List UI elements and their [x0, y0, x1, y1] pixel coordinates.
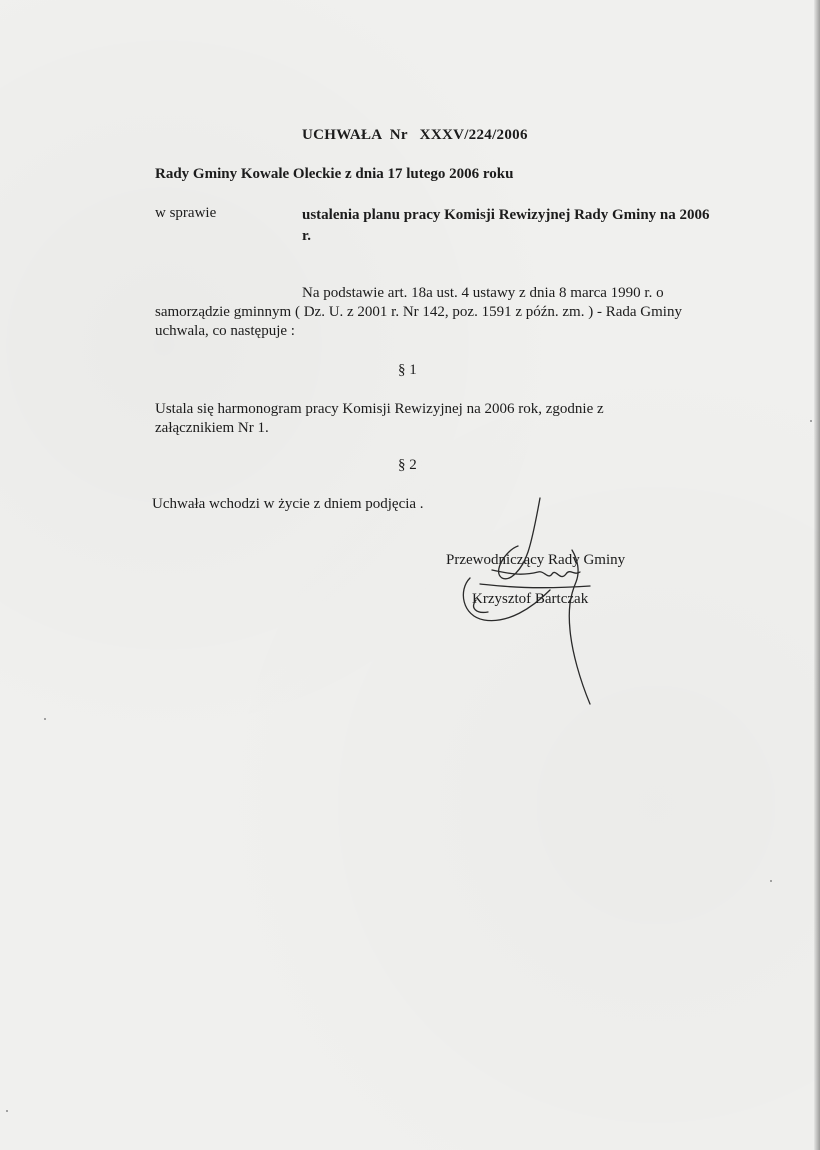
scan-speck [810, 420, 812, 422]
handwritten-signature [440, 490, 620, 710]
scan-speck [770, 880, 772, 882]
signatory-name: Krzysztof Bartczak [472, 591, 589, 607]
section-1-mark: § 1 [398, 362, 417, 378]
resolution-subtitle: Rady Gminy Kowale Oleckie z dnia 17 lutego 2006 roku [155, 166, 514, 182]
section-2-mark: § 2 [398, 457, 417, 473]
section-2-text: Uchwała wchodzi w życie z dniem podjęcia . [152, 496, 424, 512]
scan-speck [44, 718, 46, 720]
section-1-text: Ustala się harmonogram pracy Komisji Rewizyjnej na 2006 rok, zgodnie z załącznikiem Nr 1. [155, 401, 604, 436]
scan-speck [6, 1110, 8, 1112]
legal-basis-paragraph: Na podstawie art. 18a ust. 4 ustawy z dnia 8 marca 1990 r. o samorządzie gminnym ( Dz. U. z 2001 r. Nr 142, poz. 1591 z późn. zm. ) - Rada Gminy uchwala, co następuje : [155, 285, 682, 339]
signatory-role: Przewodniczący Rady Gminy [446, 552, 626, 568]
resolution-subject: ustalenia planu pracy Komisji Rewizyjnej Rady Gminy na 2006 r. [302, 207, 710, 244]
scan-edge-shadow [814, 0, 820, 1150]
w-sprawie-label: w sprawie [155, 205, 217, 221]
resolution-title: UCHWAŁA Nr XXXV/224/2006 [302, 127, 528, 143]
